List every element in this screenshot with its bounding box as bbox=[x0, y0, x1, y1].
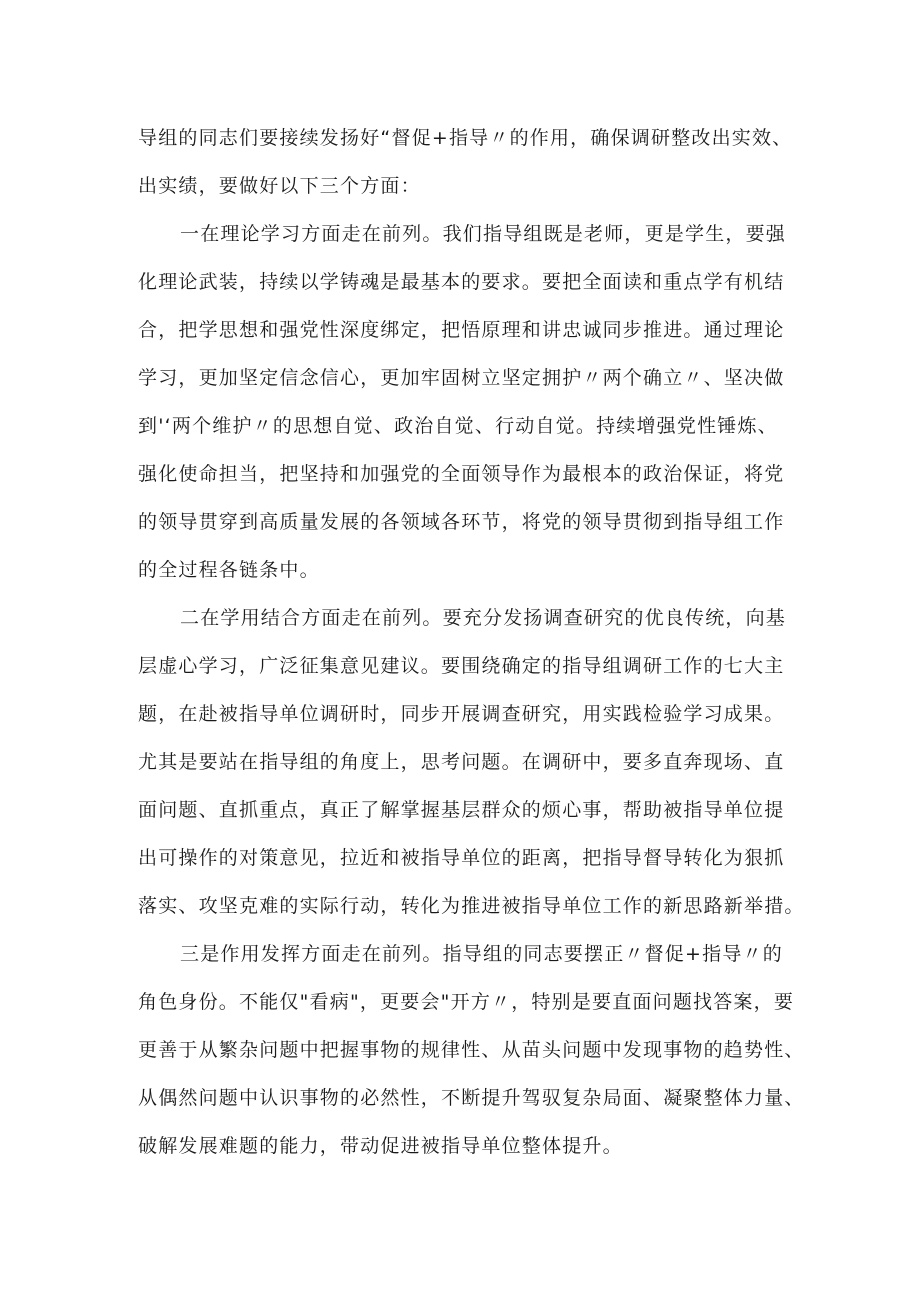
text-line: 破解发展难题的能力，带动促进被指导单位整体提升。 bbox=[138, 1135, 623, 1157]
text-line: 落实、攻坚克难的实际行动，转化为推进被指导单位工作的新思路新举措。 bbox=[138, 895, 805, 917]
text-line: 学习，更加坚定信念信心，更加牢固树立坚定拥护〃两个确立〃、坚决做 bbox=[138, 367, 785, 389]
text-line: 更善于从繁杂问题中把握事物的规律性、从苗头问题中发现事物的趋势性、 bbox=[138, 1039, 805, 1061]
text-line: 化理论武装，持续以学铸魂是最基本的要求。要把全面读和重点学有机结 bbox=[138, 271, 785, 293]
text-line: 尤其是要站在指导组的角度上，思考问题。在调研中，要多直奔现场、直 bbox=[138, 751, 785, 773]
paragraph-2-start: 二在学用结合方面走在前列。要充分发扬调查研究的优良传统，向基 bbox=[180, 607, 787, 629]
text-line: 层虚心学习，广泛征集意见建议。要围绕确定的指导组调研工作的七大主 bbox=[138, 655, 785, 677]
text-line: 面问题、直抓重点，真正了解掌握基层群众的烦心事，帮助被指导单位提 bbox=[138, 799, 785, 821]
text-line: 出可操作的对策意见，拉近和被指导单位的距离，把指导督导转化为狠抓 bbox=[138, 847, 785, 869]
text-line: 合，把学思想和强党性深度绑定，把悟原理和讲忠诚同步推进。通过理论 bbox=[138, 319, 785, 341]
text-line: 到'‘两个维护〃的思想自觉、政治自觉、行动自觉。持续增强党性锤炼、 bbox=[138, 415, 778, 437]
text-line: 题，在赴被指导单位调研时，同步开展调查研究，用实践检验学习成果。 bbox=[138, 703, 785, 725]
paragraph-3-start: 三是作用发挥方面走在前列。指导组的同志要摆正〃督促+指导〃的 bbox=[180, 943, 783, 965]
text-line: 角色身份。不能仅"看病"，更要会"开方〃，特别是要直面问题找答案，要 bbox=[138, 991, 795, 1013]
text-line: 的全过程各链条中。 bbox=[138, 559, 320, 581]
paragraph-1-start: 一在理论学习方面走在前列。我们指导组既是老师，更是学生，要强 bbox=[180, 223, 787, 245]
text-line: 出实绩，要做好以下三个方面： bbox=[138, 175, 421, 197]
text-line: 的领导贯穿到高质量发展的各领域各环节，将党的领导贯彻到指导组工作 bbox=[138, 511, 785, 533]
document-body bbox=[138, 114, 805, 1170]
text-line: 从偶然问题中认识事物的必然性，不断提升驾驭复杂局面、凝聚整体力量、 bbox=[138, 1087, 805, 1109]
text-line: 导组的同志们要接续发扬好“督促+指导〃的作用，确保调研整改出实效、 bbox=[138, 127, 793, 149]
text-line: 强化使命担当，把坚持和加强党的全面领导作为最根本的政治保证，将党 bbox=[138, 463, 785, 485]
